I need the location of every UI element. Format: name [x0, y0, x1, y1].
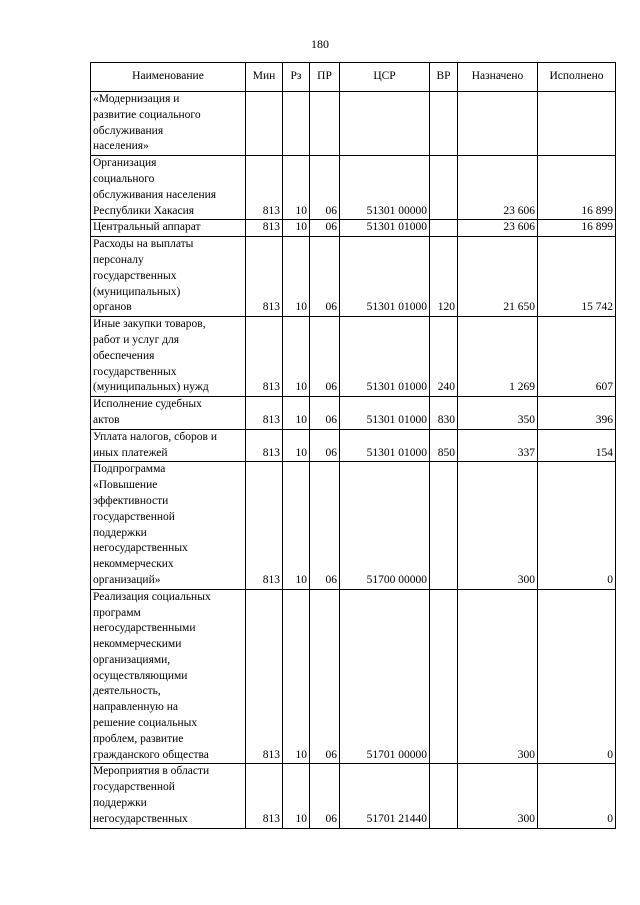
cell-executed: 0	[538, 462, 616, 589]
cell-name: Центральный аппарат	[91, 220, 246, 237]
cell-vr: 850	[430, 429, 458, 462]
table-row	[91, 237, 616, 317]
budget-table	[90, 62, 616, 829]
cell-csr: 51301 01000	[340, 429, 430, 462]
cell-executed: 15 742	[538, 237, 616, 317]
cell-rz: 10	[283, 764, 310, 828]
cell-rz: 10	[283, 462, 310, 589]
cell-vr: 120	[430, 237, 458, 317]
table-row	[91, 220, 616, 237]
cell-csr: 51301 01000	[340, 220, 430, 237]
cell-assigned: 1 269	[458, 317, 538, 397]
table-header-row	[91, 63, 616, 92]
column-header-executed: Исполнено	[538, 63, 616, 92]
cell-rz: 10	[283, 237, 310, 317]
cell-executed: 396	[538, 397, 616, 430]
table-row	[91, 156, 616, 220]
cell-assigned: 300	[458, 589, 538, 764]
cell-csr: 51301 00000	[340, 156, 430, 220]
column-header-vr: ВР	[430, 63, 458, 92]
cell-min: 813	[246, 220, 283, 237]
table-row	[91, 397, 616, 430]
cell-rz: 10	[283, 220, 310, 237]
table-row	[91, 764, 616, 828]
cell-min: 813	[246, 429, 283, 462]
cell-csr	[340, 92, 430, 156]
cell-rz: 10	[283, 317, 310, 397]
cell-csr: 51301 01000	[340, 397, 430, 430]
table-row	[91, 317, 616, 397]
cell-vr	[430, 156, 458, 220]
cell-min: 813	[246, 156, 283, 220]
cell-vr	[430, 220, 458, 237]
cell-vr	[430, 589, 458, 764]
cell-executed: 0	[538, 764, 616, 828]
cell-assigned: 337	[458, 429, 538, 462]
table-row	[91, 589, 616, 764]
cell-name: Реализация социальных программ негосударственными некоммерческими организациями, осуществляющими деятельность, направленную на решение социальных проблем, развитие гражданского общества	[91, 589, 246, 764]
table-row	[91, 429, 616, 462]
cell-name: Мероприятия в области государственной поддержки негосударственных	[91, 764, 246, 828]
cell-rz: 10	[283, 589, 310, 764]
cell-name: «Модернизация и развитие социального обслуживания населения»	[91, 92, 246, 156]
cell-vr	[430, 764, 458, 828]
cell-assigned: 300	[458, 462, 538, 589]
cell-name: Расходы на выплаты персоналу государственных (муниципальных) органов	[91, 237, 246, 317]
cell-assigned: 23 606	[458, 156, 538, 220]
page-number: 180	[311, 37, 329, 51]
cell-name: Организация социального обслуживания населения Республики Хакасия	[91, 156, 246, 220]
cell-pr: 06	[310, 156, 340, 220]
cell-name: Исполнение судебных актов	[91, 397, 246, 430]
cell-min: 813	[246, 237, 283, 317]
cell-assigned: 21 650	[458, 237, 538, 317]
table-row	[91, 462, 616, 589]
cell-assigned	[458, 92, 538, 156]
cell-assigned: 23 606	[458, 220, 538, 237]
cell-executed: 607	[538, 317, 616, 397]
cell-min: 813	[246, 397, 283, 430]
cell-executed	[538, 92, 616, 156]
cell-executed: 16 899	[538, 220, 616, 237]
table-row	[91, 92, 616, 156]
cell-pr: 06	[310, 764, 340, 828]
cell-executed: 0	[538, 589, 616, 764]
cell-pr: 06	[310, 397, 340, 430]
cell-min	[246, 92, 283, 156]
cell-vr: 830	[430, 397, 458, 430]
cell-assigned: 300	[458, 764, 538, 828]
cell-pr: 06	[310, 237, 340, 317]
cell-name: Иные закупки товаров, работ и услуг для обеспечения государственных (муниципальных) нужд	[91, 317, 246, 397]
cell-rz: 10	[283, 397, 310, 430]
column-header-name: Наименование	[91, 63, 246, 92]
cell-rz: 10	[283, 429, 310, 462]
cell-pr	[310, 92, 340, 156]
cell-csr: 51700 00000	[340, 462, 430, 589]
cell-rz	[283, 92, 310, 156]
column-header-csr: ЦСР	[340, 63, 430, 92]
column-header-min: Мин	[246, 63, 283, 92]
column-header-pr: ПР	[310, 63, 340, 92]
cell-pr: 06	[310, 220, 340, 237]
cell-pr: 06	[310, 462, 340, 589]
cell-name: Уплата налогов, сборов и иных платежей	[91, 429, 246, 462]
cell-pr: 06	[310, 589, 340, 764]
cell-csr: 51701 00000	[340, 589, 430, 764]
cell-executed: 16 899	[538, 156, 616, 220]
cell-rz: 10	[283, 156, 310, 220]
cell-csr: 51701 21440	[340, 764, 430, 828]
cell-min: 813	[246, 317, 283, 397]
cell-min: 813	[246, 589, 283, 764]
cell-assigned: 350	[458, 397, 538, 430]
cell-csr: 51301 01000	[340, 237, 430, 317]
column-header-assigned: Назначено	[458, 63, 538, 92]
cell-min: 813	[246, 764, 283, 828]
cell-min: 813	[246, 462, 283, 589]
cell-executed: 154	[538, 429, 616, 462]
cell-csr: 51301 01000	[340, 317, 430, 397]
cell-name: Подпрограмма «Повышение эффективности государственной поддержки негосударственных некоммерческих организаций»	[91, 462, 246, 589]
cell-vr	[430, 462, 458, 589]
cell-vr	[430, 92, 458, 156]
cell-pr: 06	[310, 429, 340, 462]
column-header-rz: Рз	[283, 63, 310, 92]
cell-pr: 06	[310, 317, 340, 397]
cell-vr: 240	[430, 317, 458, 397]
